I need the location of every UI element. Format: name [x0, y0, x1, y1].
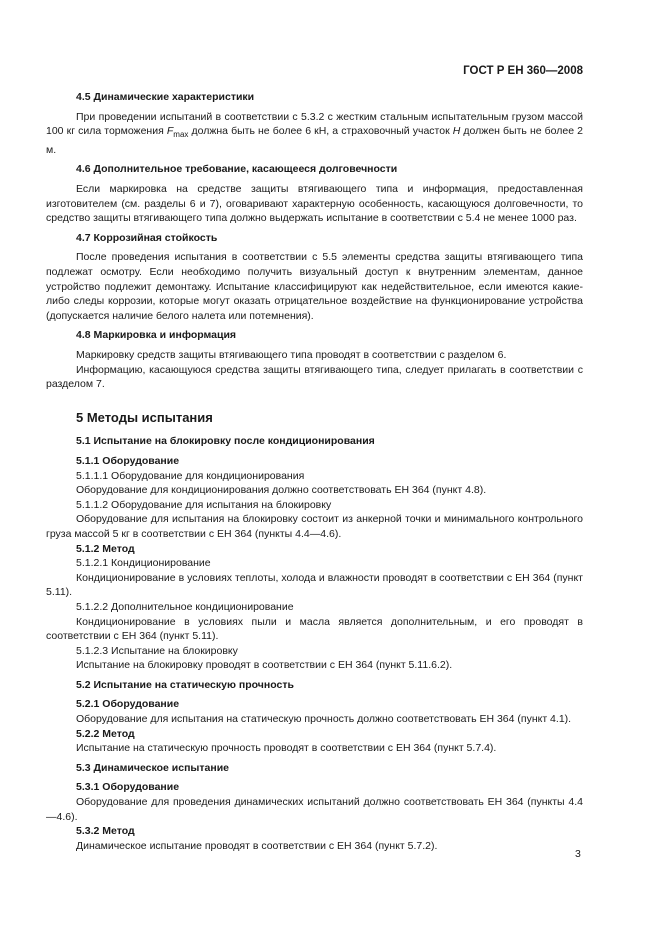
section-5-1-2-3-paragraph: Испытание на блокировку проводят в соответствии с ЕН 364 (пункт 5.11.6.2).	[76, 659, 453, 672]
section-5-1-2-2-title: 5.1.2.2 Дополнительное кондиционирование	[76, 600, 294, 613]
section-5-2-1-title: 5.2.1 Оборудование	[76, 698, 180, 711]
section-5-1-1-1-paragraph: Оборудование для кондиционирования должно соответствовать ЕН 364 (пункт 4.8).	[76, 484, 487, 497]
section-4-5-title: 4.5 Динамические характеристики	[76, 91, 255, 103]
section-5-1-2-1-title: 5.1.2.1 Кондиционирование	[76, 557, 211, 570]
force-subscript: max	[173, 130, 189, 140]
section-5-1-1-1-title: 5.1.1.1 Оборудование для кондиционирования	[76, 469, 305, 482]
section-4-5-paragraph	[46, 110, 583, 158]
section-4-8-paragraph-2: Информацию, касающуюся средства защиты втягивающего типа, следует прилагать в соответствии с разделом 7.	[46, 363, 583, 391]
section-5-1-1-2-title: 5.1.1.2 Оборудование для испытания на блокировку	[76, 498, 332, 511]
section-5-1-1-title: 5.1.1 Оборудование	[76, 454, 180, 467]
section-5-3-2-title: 5.3.2 Метод	[76, 825, 135, 838]
section-5-1-2-1-paragraph: Кондиционирование в условиях теплоты, холода и влажности проводят в соответствии с ЕН 364 (пункт 5.11).	[46, 571, 583, 599]
section-5-2-2-title: 5.2.2 Метод	[76, 727, 135, 740]
section-5-1-title: 5.1 Испытание на блокировку после кондиционирования	[76, 435, 375, 448]
section-5-2-1-paragraph: Оборудование для испытания на статическую прочность должно соответствовать ЕН 364 (пункт 4.1).	[76, 713, 572, 726]
section-5-1-2-2-paragraph: Кондиционирование в условиях пыли и масла является дополнительным, и его проводят в соответствии с ЕН 364 (пункт 5.11).	[46, 615, 583, 643]
s45-text-a: При проведении испытаний в соответствии с 5.3.2 с жестким стальным испытательным грузом массой 100 кг сила торможения	[46, 110, 583, 138]
section-4-7-title: 4.7 Коррозийная стойкость	[76, 231, 218, 244]
section-5-1-2-3-title: 5.1.2.3 Испытание на блокировку	[76, 644, 238, 657]
page-content	[46, 90, 583, 853]
section-5-3-2-paragraph: Динамическое испытание проводят в соответствии с ЕН 364 (пункт 5.7.2).	[76, 839, 438, 852]
section-5-3-1-paragraph: Оборудование для проведения динамических испытаний должно соответствовать ЕН 364 (пункты 4.4—4.6).	[46, 796, 583, 823]
page-number: 3	[575, 848, 581, 860]
section-5-title: 5 Методы испытания	[76, 409, 213, 425]
section-4-6-title: 4.6 Дополнительное требование, касающееся долговечности	[76, 163, 398, 176]
section-4-7-paragraph: После проведения испытания в соответствии с 5.5 элементы средства защиты втягивающего типа подлежат осмотру. Если необходимо получить визуальный доступ к внутренним элементам, данное устройство подлежит демонтажу. Испытание классифицируют как недействительное, если имеются какие-либо следы коррозии, которые могут оказать отрицательное воздействие на функционирование устройства (допускается наличие белого налета или потемнения).	[46, 251, 583, 322]
section-5-1-1-2-paragraph: Оборудование для испытания на блокировку состоит из анкерной точки и минимального контрольного груза массой 5 кг в соответствии с ЕН 364 (пункты 4.4—4.6).	[46, 513, 583, 540]
section-5-3-title: 5.3 Динамическое испытание	[76, 761, 229, 774]
section-4-8-title: 4.8 Маркировка и информация	[76, 329, 237, 342]
section-5-2-title: 5.2 Испытание на статическую прочность	[76, 678, 294, 691]
section-5-3-1-title: 5.3.1 Оборудование	[76, 781, 180, 794]
force-symbol: F	[166, 125, 174, 138]
document-header: ГОСТ Р ЕН 360—2008	[463, 65, 583, 77]
section-5-2-2-paragraph: Испытание на статическую прочность проводят в соответствии с ЕН 364 (пункт 5.7.4).	[76, 742, 497, 755]
section-4-8-paragraph-1: Маркировку средств защиты втягивающего типа проводят в соответствии с разделом 6.	[76, 349, 507, 361]
s45-text-b: должна быть не более 6 кН, а страховочный участок	[188, 125, 453, 138]
section-4-6-paragraph: Если маркировка на средстве защиты втягивающего типа и информация, предоставленная изготовителем (см. разделы 6 и 7), оговаривают характерную особенность, касающуюся долговечности, то средство защиты втягивающего типа должно выдержать испытание в соответствии с 5.4 не менее 1000 раз.	[46, 183, 583, 225]
section-5-1-2-title: 5.1.2 Метод	[76, 542, 135, 555]
h-symbol: H	[452, 125, 461, 138]
s45-text-c: должен быть не более 2 м.	[46, 125, 584, 156]
